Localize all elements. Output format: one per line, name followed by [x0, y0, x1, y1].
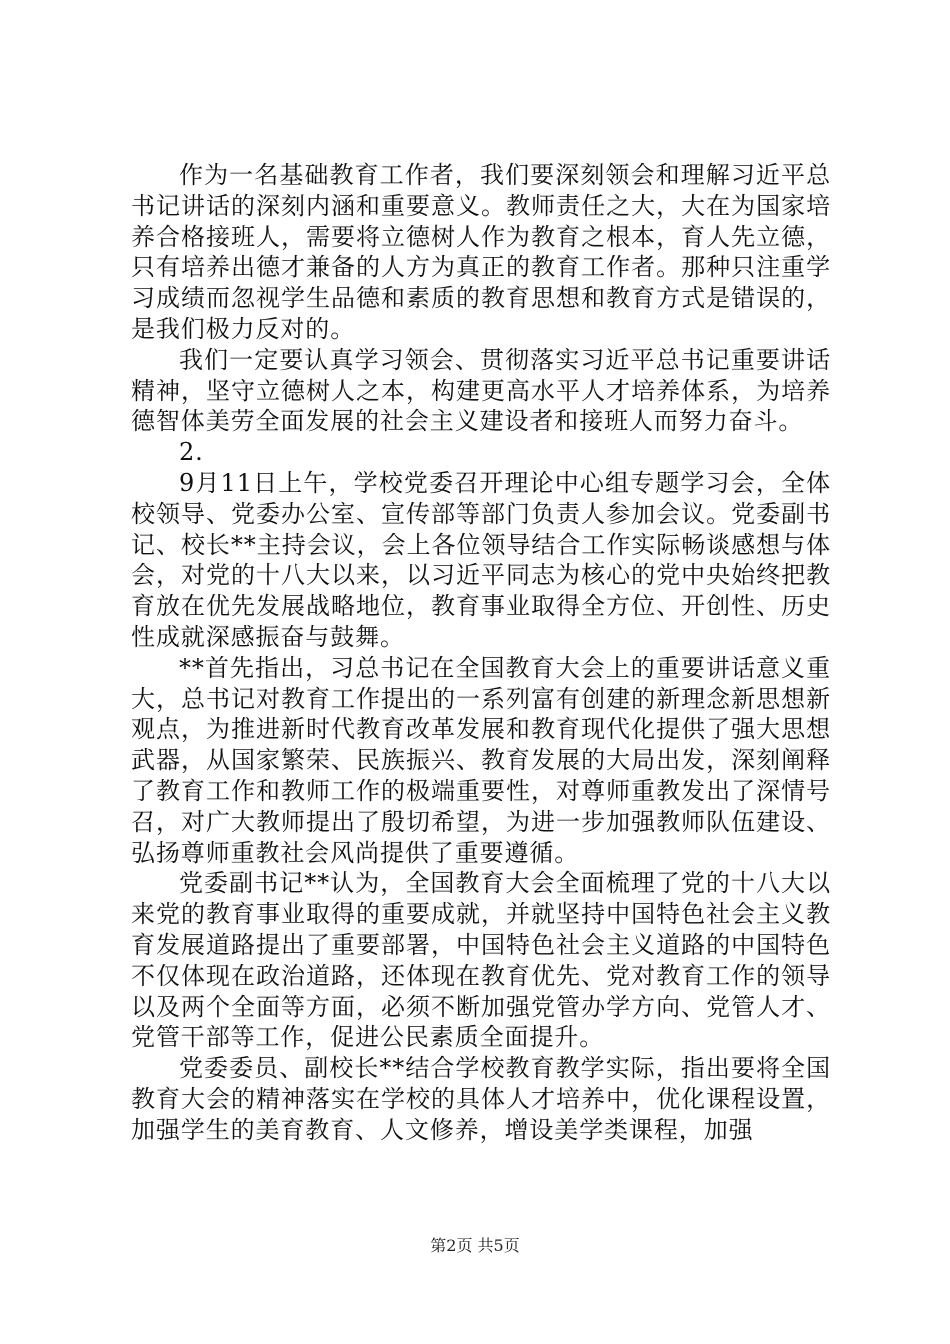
paragraph-2: 我们一定要认真学习领会、贯彻落实习近平总书记重要讲话精神，坚守立德树人之本，构建更高水平人才培养体系，为培养德智体美劳全面发展的社会主义建设者和接班人而努力奋斗。 — [131, 345, 831, 436]
paragraph-6: 党委委员、副校长**结合学校教育教学实际，指出要将全国教育大会的精神落实在学校的具体人才培养中，优化课程设置，加强学生的美育教育、人文修养，增设美学类课程，加强 — [131, 1054, 831, 1144]
page-footer: 第2页 共5页 — [430, 1236, 520, 1255]
section-number: 2. — [179, 438, 204, 467]
paragraph-3: 9月11日上午，学校党委召开理论中心组专题学习会，全体校领导、党委办公室、宣传部等部门负责人参加会议。党委副书记、校长**主持会议，会上各位领导结合工作实际畅谈感想与体会，对党的十八大以来，以习近平同志为核心的党中央始终把教育放在优先发展战略地位，教育事业取得全方位、开创性、历史性成就深感振奋与鼓舞。 — [131, 468, 831, 651]
paragraph-5: 党委副书记**认为，全国教育大会全面梳理了党的十八大以来党的教育事业取得的重要成就，并就坚持中国特色社会主义教育发展道路提出了重要部署，中国特色社会主义道路的中国特色不仅体现在政治道路，还体现在教育优先、党对教育工作的领导以及两个全面等方面，必须不断加强党管办学方向、党管人才、党管干部等工作，促进公民素质全面提升。 — [131, 869, 831, 1052]
document-body — [131, 160, 831, 1146]
paragraph-1: 作为一名基础教育工作者，我们要深刻领会和理解习近平总书记讲话的深刻内涵和重要意义。教师责任之大，大在为国家培养合格接班人，需要将立德树人作为教育之根本，育人先立德，只有培养出德才兼备的人方为真正的教育工作者。那种只注重学习成绩而忽视学生品德和素质的教育思想和教育方式是错误的，是我们极力反对的。 — [131, 161, 831, 343]
paragraph-4: **首先指出，习总书记在全国教育大会上的重要讲话意义重大，总书记对教育工作提出的一系列富有创建的新理念新思想新观点，为推进新时代教育改革发展和教育现代化提供了强大思想武器，从国家繁荣、民族振兴、教育发展的大局出发，深刻阐释了教育工作和教师工作的极端重要性，对尊师重教发出了深情号召，对广大教师提出了殷切希望，为进一步加强教师队伍建设、弘扬尊师重教社会风尚提供了重要遵循。 — [131, 653, 831, 867]
